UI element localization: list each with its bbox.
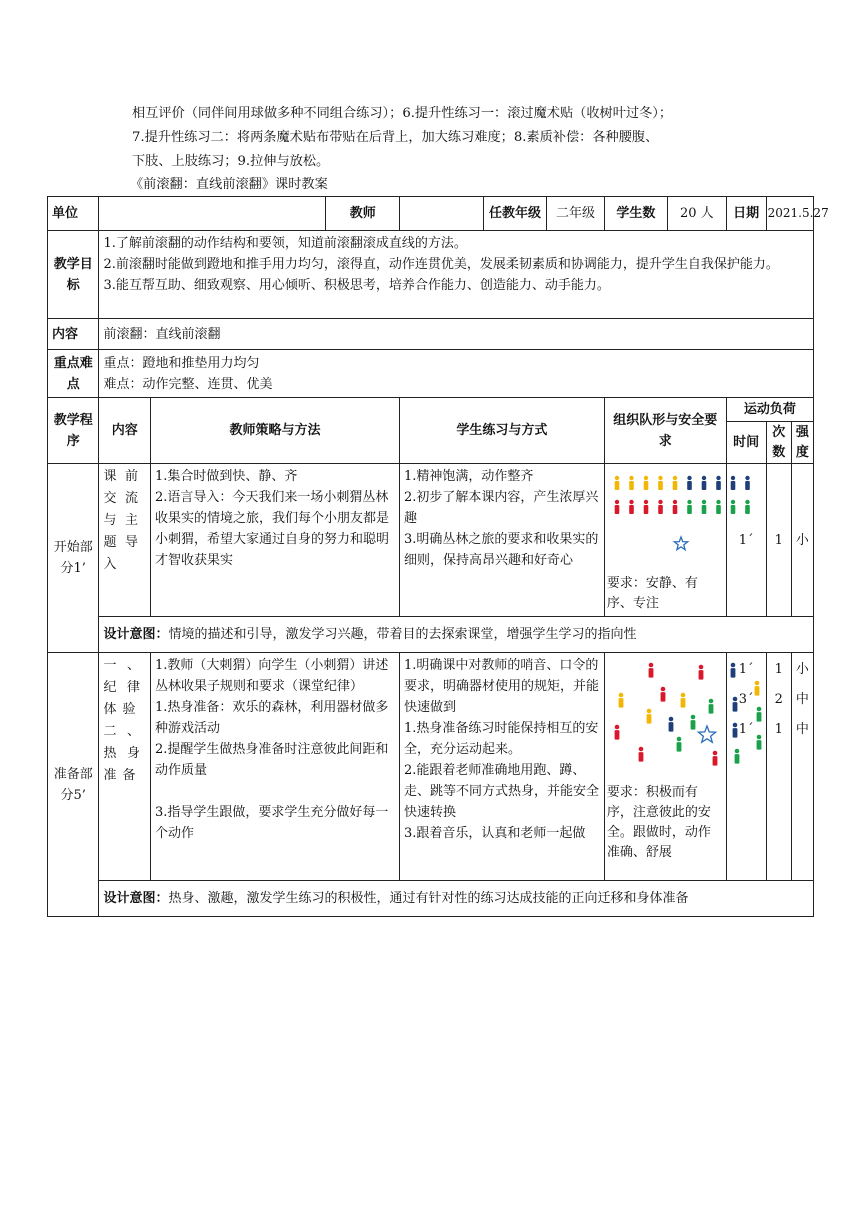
student-figure-icon	[745, 500, 750, 514]
teacher-value	[399, 197, 483, 231]
student-figure-icon	[731, 500, 736, 514]
safety-requirement: 要求：安静、有序、专注	[606, 576, 698, 611]
student-figure-icon	[673, 476, 678, 490]
student-figure-icon	[629, 500, 634, 514]
key-points-list	[99, 350, 814, 398]
student-practice: 1.精神饱满，动作整齐 2.初步了解本课内容，产生浓厚兴趣 3.明确丛林之旅的要求和收果实的细则，保持高昂兴趣和好奇心	[399, 464, 604, 617]
student-figure-icon	[687, 500, 692, 514]
content-row	[48, 319, 814, 350]
design-row	[48, 881, 814, 917]
load-time-value: 1´	[738, 662, 754, 677]
student-figure-icon	[756, 707, 761, 722]
content-label: 内容	[48, 319, 99, 350]
student-figure-icon	[754, 681, 759, 696]
section-name: 开始部分1’	[48, 464, 99, 653]
students-value: 20 人	[667, 197, 726, 231]
load-times-value: 2	[774, 692, 783, 707]
design-row	[48, 617, 814, 653]
lesson-plan-table	[47, 196, 829, 917]
document-title: 《前滚翻：直线前滚翻》课时教案	[130, 177, 328, 192]
objectives-label: 教学目标	[48, 231, 99, 319]
objectives-list	[99, 231, 814, 319]
formation-cell	[604, 464, 726, 617]
design-intent	[99, 617, 814, 653]
organization-header: 组织队形与安全要求	[604, 398, 726, 464]
section-content: 课前交流与主题导入	[99, 464, 150, 617]
student-figure-icon	[618, 693, 623, 708]
student-figure-icon	[644, 476, 649, 490]
section-name: 准备部分5’	[48, 653, 99, 917]
load-intensity	[791, 653, 813, 881]
teacher-step: 2.提醒学生做热身准备时注意彼此间距和动作质量	[154, 742, 389, 778]
load-intensity-value: 小	[795, 662, 809, 677]
grade-value: 二年级	[547, 197, 605, 231]
student-figure-icon	[648, 663, 653, 678]
load-times-value: 1	[774, 662, 783, 677]
student-figure-icon	[644, 500, 649, 514]
student-figure-icon	[660, 687, 665, 702]
student-figure-icon	[734, 749, 739, 764]
student-figure-icon	[638, 747, 643, 762]
student-figure-icon	[668, 717, 673, 732]
safety-requirement: 要求：积极而有序，注意彼此的安全。跟做时，动作准确、舒展	[606, 785, 711, 860]
load-intensity-value: 中	[795, 692, 809, 707]
load-time: 1´	[726, 464, 766, 617]
key-point: 重点：蹬地和推垫用力均匀	[103, 355, 260, 371]
student-figure-icon	[687, 476, 692, 490]
date-value: 2021.5.27	[766, 197, 813, 231]
teacher-header: 教师策略与方法	[150, 398, 399, 464]
time-header: 时间	[726, 422, 766, 464]
student-figure-icon	[702, 500, 707, 514]
grade-label: 任教年级	[484, 197, 547, 231]
students-label: 学生数	[604, 197, 667, 231]
design-label: 设计意图：	[103, 891, 169, 906]
formation-cell	[604, 653, 726, 881]
student-figure-icon	[646, 709, 651, 724]
teacher-method: 1.集合时做到快、静、齐 2.语言导入：今天我们来一场小刺猬丛林收果实的情境之旅，我们每个小朋友都是小刺猬，希望大家通过自身的努力和聪明才智收获果实	[150, 464, 399, 617]
unit-value	[99, 197, 326, 231]
procedure-header: 教学程序	[48, 398, 99, 464]
teacher-step: 1.热身准备：欢乐的森林，利用器材做多种游戏活动	[154, 700, 389, 736]
student-figure-icon	[712, 751, 717, 766]
student-figure-icon	[615, 476, 620, 490]
student-header: 学生练习与方式	[399, 398, 604, 464]
student-figure-icon	[615, 500, 620, 514]
student-figure-icon	[698, 665, 703, 680]
prep-section-row	[48, 653, 814, 881]
student-figure-icon	[658, 476, 663, 490]
intro-line: 下肢、上肢练习；9.拉伸与放松。	[132, 154, 330, 169]
load-intensity-value: 中	[795, 722, 809, 737]
date-label: 日期	[726, 197, 766, 231]
student-figure-icon	[732, 697, 737, 712]
times-header: 次数	[766, 422, 791, 464]
section-content: 一、纪律体验 二、热身准备	[99, 653, 150, 881]
student-figure-icon	[690, 715, 695, 730]
load-times: 1	[766, 464, 791, 617]
student-figure-icon	[756, 735, 761, 750]
student-figure-icon	[730, 663, 735, 678]
student-figure-icon	[680, 693, 685, 708]
design-label: 设计意图：	[103, 627, 169, 642]
design-text: 情境的描述和引导，激发学习兴趣，带着目的去探索课堂，增强学生学习的指向性	[168, 627, 637, 642]
load-time-value: 1´	[738, 722, 754, 737]
student-figure-icon	[676, 737, 681, 752]
design-text: 热身、激趣，激发学生练习的积极性，通过有针对性的练习达成技能的正向迁移和身体准备	[168, 891, 689, 906]
load-intensity: 小	[791, 464, 813, 617]
key-points-row	[48, 350, 814, 398]
student-figure-icon	[702, 476, 707, 490]
student-figure-icon	[614, 725, 619, 740]
difficult-point: 难点：动作完整、连贯、优美	[103, 376, 273, 392]
load-times-value: 1	[774, 722, 783, 737]
column-header-row	[48, 398, 814, 422]
teacher-step: 1.教师（大刺猬）向学生（小刺猬）讲述丛林收果子规则和要求（课堂纪律）	[154, 658, 389, 694]
load-header: 运动负荷	[726, 398, 813, 422]
intro-paragraph	[132, 102, 742, 174]
student-figure-icon	[658, 500, 663, 514]
student-figure-icon	[716, 500, 721, 514]
header-row	[48, 197, 814, 231]
student-practice: 1.明确课中对教师的哨音、口令的要求，明确器材使用的规矩，并能快速做到 1.热身准备练习时能保持相互的安全，充分运动起来。 2.能跟着老师准确地用跑、蹲、走、跳等不同方式热身，并能安全快速转换 3.跟着音乐，认真和老师一起做	[399, 653, 604, 881]
student-figure-icon	[716, 476, 721, 490]
teacher-star-icon	[698, 726, 715, 742]
load-time	[726, 653, 766, 881]
teacher-star-icon	[674, 537, 687, 550]
teacher-method	[150, 653, 399, 881]
objective-item: 3.能互帮互助、细致观察、用心倾听、积极思考，培养合作能力、创造能力、动手能力。	[103, 278, 610, 293]
student-figure-icon	[731, 476, 736, 490]
intensity-header: 强度	[791, 422, 813, 464]
teacher-label: 教师	[326, 197, 400, 231]
student-figure-icon	[629, 476, 634, 490]
student-figure-icon	[732, 723, 737, 738]
intro-line: 相互评价（同伴间用球做多种不同组合练习）；6.提升性练习一：滚过魔术贴（收树叶过冬）；	[132, 106, 673, 121]
key-points-label: 重点难点	[48, 350, 99, 398]
objective-item: 2.前滚翻时能做到蹬地和推手用力均匀，滚得直，动作连贯优美，发展柔韧素质和协调能力，提升学生自我保护能力。	[103, 257, 779, 272]
intro-line: 7.提升性练习二：将两条魔术贴布带贴在后背上，加大练习难度；8.素质补偿：各种腰腹、	[132, 130, 659, 145]
student-figure-icon	[745, 476, 750, 490]
content-header: 内容	[99, 398, 150, 464]
content-value: 前滚翻：直线前滚翻	[99, 319, 814, 350]
start-section-row	[48, 464, 814, 617]
student-figure-icon	[673, 500, 678, 514]
load-times	[766, 653, 791, 881]
objective-item: 1.了解前滚翻的动作结构和要领，知道前滚翻滚成直线的方法。	[103, 236, 467, 251]
unit-label: 单位	[48, 197, 99, 231]
objectives-row	[48, 231, 814, 319]
load-time-value: 3´	[738, 692, 754, 707]
design-intent	[99, 881, 814, 917]
teacher-step: 3.指导学生跟做，要求学生充分做好每一个动作	[154, 805, 389, 841]
student-figure-icon	[708, 699, 713, 714]
